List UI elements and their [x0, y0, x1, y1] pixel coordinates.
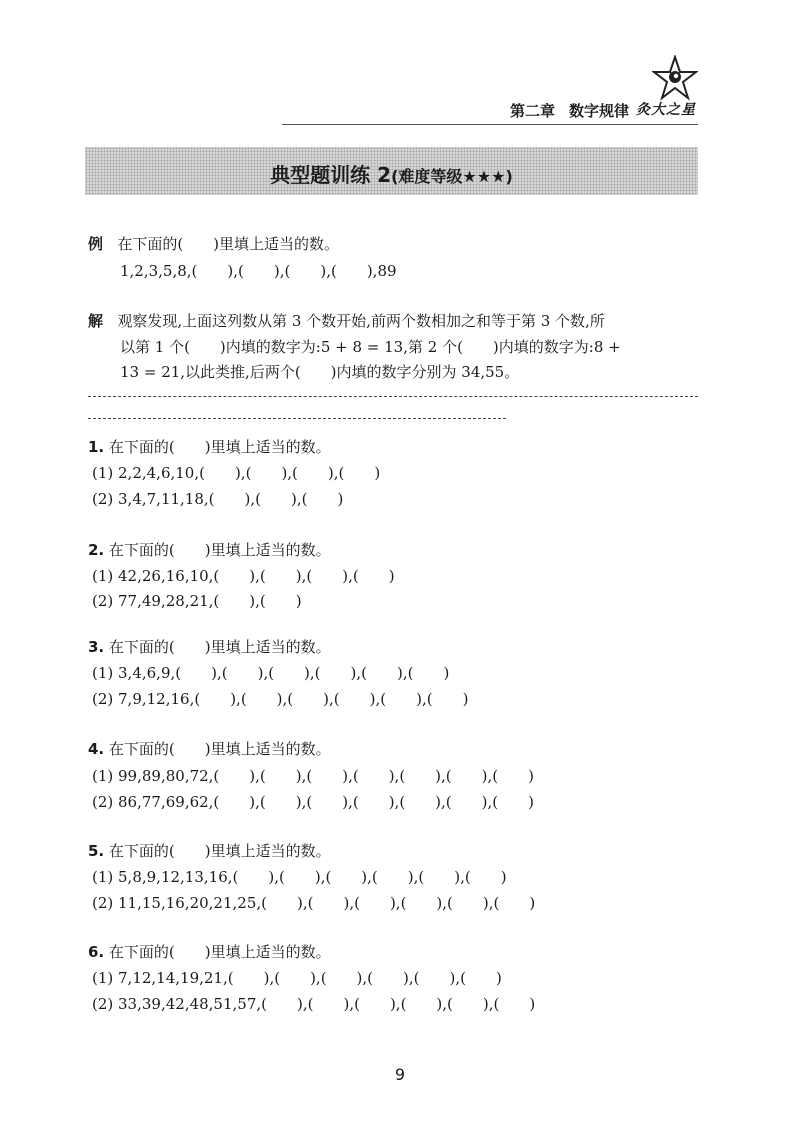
- solution-line-1: [88, 311, 605, 331]
- problem-number: 2.: [88, 541, 105, 559]
- problem-3-item-1: (1) 3,4,6,9,( ),( ),( ),( ),( ),( ): [92, 664, 450, 682]
- solution-line-3: 13 = 21,以此类推,后两个( )内填的数字分别为 34,55。: [120, 363, 520, 381]
- problem-3-item-2: (2) 7,9,12,16,( ),( ),( ),( ),( ),( ): [92, 690, 469, 708]
- problem-2-item-1: (1) 42,26,16,10,( ),( ),( ),( ): [92, 567, 395, 585]
- problem-4-prompt: [88, 739, 331, 759]
- problem-5-item-1: (1) 5,8,9,12,13,16,( ),( ),( ),( ),( ),( ): [92, 868, 507, 886]
- page-number: 9: [394, 1065, 406, 1084]
- problem-1-item-1: (1) 2,2,4,6,10,( ),( ),( ),( ): [92, 464, 381, 482]
- problem-2-item-2: (2) 77,49,28,21,( ),( ): [92, 592, 302, 610]
- title-difficulty: (难度等级★★★): [391, 167, 513, 186]
- problem-text: 在下面的( )里填上适当的数。: [108, 943, 331, 961]
- brand-mark: 灸大之星: [636, 102, 696, 118]
- problem-6-item-2: (2) 33,39,42,48,51,57,( ),( ),( ),( ),( ),( ): [92, 995, 536, 1013]
- problem-number: 5.: [88, 842, 105, 860]
- problem-text: 在下面的( )里填上适当的数。: [108, 638, 331, 656]
- solution-text: 观察发现,上面这列数从第 3 个数开始,前两个数相加之和等于第 3 个数,所: [117, 312, 605, 330]
- page-title: [85, 159, 698, 188]
- title-banner: [85, 147, 698, 195]
- problem-4-item-2: (2) 86,77,69,62,( ),( ),( ),( ),( ),( ),( ): [92, 793, 534, 811]
- chapter-label: 第二章: [510, 102, 556, 120]
- title-main: 典型题训练 2: [270, 163, 392, 187]
- problem-text: 在下面的( )里填上适当的数。: [108, 740, 331, 758]
- problem-number: 3.: [88, 638, 105, 656]
- example-sequence: 1,2,3,5,8,( ),( ),( ),( ),89: [120, 262, 397, 280]
- problem-number: 6.: [88, 943, 105, 961]
- chapter-heading: [510, 100, 643, 121]
- problem-5-prompt: [88, 841, 331, 861]
- star-logo-icon: [652, 55, 698, 101]
- example-heading: [88, 234, 339, 254]
- problem-1-prompt: [88, 437, 331, 457]
- example-prompt: 在下面的( )里填上适当的数。: [117, 235, 340, 253]
- problem-number: 1.: [88, 438, 105, 456]
- solution-line-2: 以第 1 个( )内填的数字为:5 + 8 = 13,第 2 个( )内填的数字为:8 +: [120, 338, 621, 356]
- problem-text: 在下面的( )里填上适当的数。: [108, 438, 331, 456]
- problem-4-item-1: (1) 99,89,80,72,( ),( ),( ),( ),( ),( ),( ): [92, 767, 534, 785]
- example-label: 例: [88, 235, 104, 253]
- problem-5-item-2: (2) 11,15,16,20,21,25,( ),( ),( ),( ),( ),( ): [92, 894, 536, 912]
- chapter-topic: 数字规律: [569, 102, 630, 120]
- problem-number: 4.: [88, 740, 105, 758]
- solution-label: 解: [88, 312, 104, 330]
- problem-3-prompt: [88, 637, 331, 657]
- problem-2-prompt: [88, 540, 331, 560]
- problem-6-item-1: (1) 7,12,14,19,21,( ),( ),( ),( ),( ),( ): [92, 969, 502, 987]
- problem-text: 在下面的( )里填上适当的数。: [108, 842, 331, 860]
- dashed-divider-short: [88, 418, 506, 419]
- problem-6-prompt: [88, 942, 331, 962]
- header-rule: [282, 124, 698, 125]
- problem-1-item-2: (2) 3,4,7,11,18,( ),( ),( ): [92, 490, 344, 508]
- dashed-divider: [88, 396, 698, 397]
- problem-text: 在下面的( )里填上适当的数。: [108, 541, 331, 559]
